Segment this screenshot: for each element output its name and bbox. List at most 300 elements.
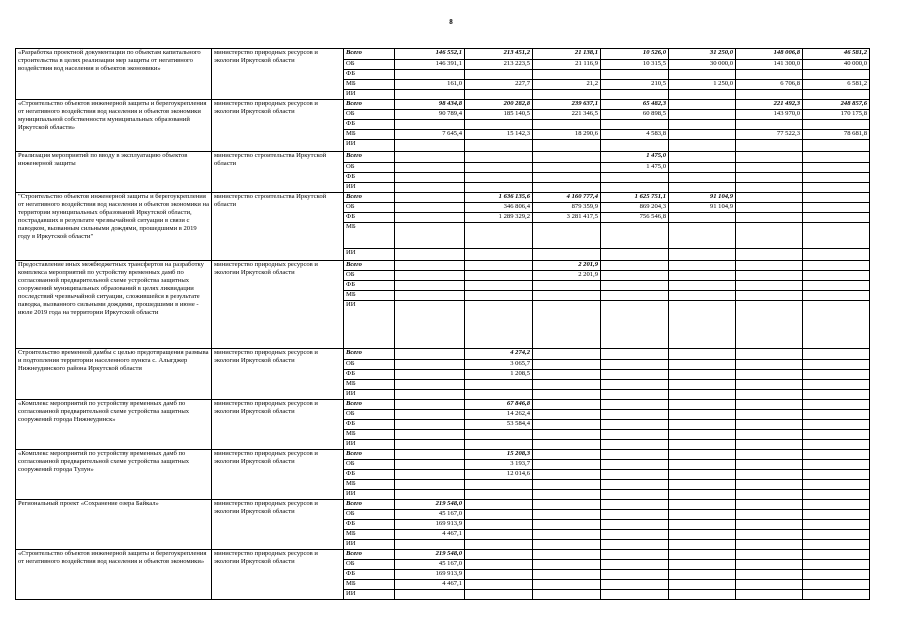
- amount-cell: [533, 440, 601, 450]
- amount-cell: [803, 152, 870, 163]
- amount-cell: 10 315,5: [601, 60, 669, 70]
- amount-cell: [465, 550, 533, 560]
- amount-cell: 65 482,3: [601, 100, 669, 110]
- amount-cell: [736, 440, 803, 450]
- amount-cell: [669, 213, 736, 223]
- amount-cell: [601, 271, 669, 281]
- amount-cell: 213 223,5: [465, 60, 533, 70]
- amount-cell: [803, 223, 870, 249]
- amount-cell: [533, 550, 601, 560]
- amount-cell: 15 142,3: [465, 130, 533, 140]
- amount-cell: [533, 410, 601, 420]
- amount-cell: [533, 140, 601, 152]
- amount-cell: [736, 281, 803, 291]
- amount-cell: [736, 349, 803, 360]
- amount-cell: [736, 470, 803, 480]
- amount-cell: [395, 70, 465, 80]
- amount-cell: 4 583,8: [601, 130, 669, 140]
- amount-cell: [803, 163, 870, 173]
- funding-source: ОБ: [344, 460, 395, 470]
- amount-cell: [669, 390, 736, 400]
- amount-cell: [803, 301, 870, 349]
- amount-cell: [669, 349, 736, 360]
- amount-cell: [465, 271, 533, 281]
- responsible-executor: министерство природных ресурсов и экологии Иркутской области: [212, 500, 344, 550]
- amount-cell: [465, 90, 533, 100]
- amount-cell: [601, 410, 669, 420]
- amount-cell: 21,2: [533, 80, 601, 90]
- amount-cell: 60 898,5: [601, 110, 669, 120]
- amount-cell: [669, 430, 736, 440]
- amount-cell: 10 526,0: [601, 49, 669, 60]
- amount-cell: [533, 560, 601, 570]
- amount-cell: [533, 500, 601, 510]
- amount-cell: [669, 261, 736, 271]
- funding-source: ФБ: [344, 470, 395, 480]
- amount-cell: [601, 140, 669, 152]
- amount-cell: [669, 301, 736, 349]
- amount-cell: 46 581,2: [803, 49, 870, 60]
- amount-cell: [803, 580, 870, 590]
- amount-cell: [601, 430, 669, 440]
- funding-source: ИИ: [344, 590, 395, 600]
- responsible-executor: министерство природных ресурсов и экологии Иркутской области: [212, 261, 344, 349]
- funding-source: ОБ: [344, 271, 395, 281]
- table-row: [16, 500, 870, 510]
- amount-cell: 1 475,0: [601, 163, 669, 173]
- amount-cell: [601, 420, 669, 430]
- amount-cell: 40 000,0: [803, 60, 870, 70]
- amount-cell: [803, 490, 870, 500]
- amount-cell: 3 065,7: [465, 360, 533, 370]
- amount-cell: [736, 550, 803, 560]
- amount-cell: [395, 420, 465, 430]
- amount-cell: 45 167,0: [395, 510, 465, 520]
- amount-cell: [803, 120, 870, 130]
- amount-cell: [395, 183, 465, 193]
- funding-source: ИИ: [344, 301, 395, 349]
- amount-cell: [669, 120, 736, 130]
- amount-cell: [465, 173, 533, 183]
- amount-cell: [601, 281, 669, 291]
- amount-cell: [465, 301, 533, 349]
- amount-cell: 146 391,1: [395, 60, 465, 70]
- responsible-executor: министерство природных ресурсов и экологии Иркутской области: [212, 550, 344, 600]
- amount-cell: 227,7: [465, 80, 533, 90]
- amount-cell: [395, 540, 465, 550]
- amount-cell: [533, 470, 601, 480]
- amount-cell: [736, 430, 803, 440]
- amount-cell: 169 913,9: [395, 570, 465, 580]
- amount-cell: [465, 281, 533, 291]
- amount-cell: [669, 500, 736, 510]
- amount-cell: [533, 349, 601, 360]
- table-row: [16, 450, 870, 460]
- amount-cell: [465, 163, 533, 173]
- funding-source: ФБ: [344, 120, 395, 130]
- amount-cell: [533, 590, 601, 600]
- funding-source: Всего: [344, 550, 395, 560]
- amount-cell: [465, 390, 533, 400]
- funding-source: ОБ: [344, 203, 395, 213]
- funding-source: ФБ: [344, 70, 395, 80]
- funding-source: МБ: [344, 430, 395, 440]
- amount-cell: [395, 349, 465, 360]
- amount-cell: [601, 580, 669, 590]
- amount-cell: [465, 560, 533, 570]
- amount-cell: [736, 540, 803, 550]
- amount-cell: [669, 470, 736, 480]
- responsible-executor: министерство строительства Иркутской области: [212, 193, 344, 261]
- funding-source: МБ: [344, 130, 395, 140]
- amount-cell: [465, 140, 533, 152]
- amount-cell: [669, 580, 736, 590]
- amount-cell: [803, 450, 870, 460]
- amount-cell: [669, 400, 736, 410]
- amount-cell: [669, 249, 736, 261]
- amount-cell: [669, 110, 736, 120]
- amount-cell: [736, 120, 803, 130]
- amount-cell: 1 208,5: [465, 370, 533, 380]
- amount-cell: 6 581,2: [803, 80, 870, 90]
- amount-cell: [395, 203, 465, 213]
- amount-cell: [601, 490, 669, 500]
- amount-cell: 91 104,9: [669, 193, 736, 203]
- amount-cell: 2 201,9: [533, 271, 601, 281]
- amount-cell: [736, 390, 803, 400]
- amount-cell: [669, 183, 736, 193]
- amount-cell: [395, 271, 465, 281]
- amount-cell: [601, 460, 669, 470]
- amount-cell: [601, 550, 669, 560]
- amount-cell: [533, 281, 601, 291]
- amount-cell: [465, 430, 533, 440]
- amount-cell: [803, 520, 870, 530]
- amount-cell: [736, 163, 803, 173]
- amount-cell: [533, 480, 601, 490]
- amount-cell: [803, 420, 870, 430]
- amount-cell: [533, 490, 601, 500]
- amount-cell: [465, 500, 533, 510]
- amount-cell: [803, 470, 870, 480]
- amount-cell: [736, 90, 803, 100]
- amount-cell: 3 281 417,5: [533, 213, 601, 223]
- amount-cell: [669, 480, 736, 490]
- funding-source: ИИ: [344, 249, 395, 261]
- amount-cell: [395, 360, 465, 370]
- amount-cell: [669, 360, 736, 370]
- responsible-executor: министерство природных ресурсов и экологии Иркутской области: [212, 100, 344, 152]
- amount-cell: 7 645,4: [395, 130, 465, 140]
- amount-cell: [395, 90, 465, 100]
- funding-source: ОБ: [344, 60, 395, 70]
- amount-cell: [533, 152, 601, 163]
- amount-cell: [601, 440, 669, 450]
- amount-cell: [395, 163, 465, 173]
- amount-cell: [803, 560, 870, 570]
- amount-cell: [601, 173, 669, 183]
- measure-description: «Разработка проектной документации по объектам капитального строительства в целях реализации мер защиты от негативного воздействия вод населения и объектов экономики»: [16, 49, 212, 100]
- funding-source: ФБ: [344, 213, 395, 223]
- amount-cell: 4 160 777,4: [533, 193, 601, 203]
- amount-cell: [533, 173, 601, 183]
- amount-cell: 248 857,6: [803, 100, 870, 110]
- budget-table: [15, 48, 870, 600]
- amount-cell: [601, 291, 669, 301]
- amount-cell: [395, 490, 465, 500]
- amount-cell: [669, 140, 736, 152]
- funding-source: Всего: [344, 450, 395, 460]
- amount-cell: [395, 152, 465, 163]
- amount-cell: [736, 152, 803, 163]
- measure-description: «Комплекс мероприятий по устройству временных дамб по согласованной предварительной схеме устройства защитных сооружений города Нижнеудинск»: [16, 400, 212, 450]
- table-row: [16, 261, 870, 271]
- amount-cell: 12 014,6: [465, 470, 533, 480]
- funding-source: ФБ: [344, 173, 395, 183]
- amount-cell: [601, 120, 669, 130]
- amount-cell: [803, 590, 870, 600]
- amount-cell: 4 274,2: [465, 349, 533, 360]
- amount-cell: [669, 70, 736, 80]
- amount-cell: [803, 390, 870, 400]
- funding-source: ИИ: [344, 140, 395, 152]
- amount-cell: [803, 90, 870, 100]
- amount-cell: [736, 580, 803, 590]
- amount-cell: [803, 400, 870, 410]
- amount-cell: [395, 291, 465, 301]
- amount-cell: 90 789,4: [395, 110, 465, 120]
- measure-description: Реализация мероприятий по вводу в эксплуатацию объектов инженерной защиты: [16, 152, 212, 193]
- amount-cell: [465, 152, 533, 163]
- funding-source: Всего: [344, 500, 395, 510]
- amount-cell: 30 000,0: [669, 60, 736, 70]
- measure-description: Предоставление иных межбюджетных трансфертов на разработку комплекса мероприятий по устройству временных дамб по согласованной предварительной схеме устройства защитных сооружений муниципальных образований в целях ликвидации последствий чрезвычайной ситуации, сложившейся в результате паводка, вызванного сильными дождями, прошедшими в июне - июле 2019 года на территории Иркутской области: [16, 261, 212, 349]
- amount-cell: [533, 380, 601, 390]
- funding-source: Всего: [344, 261, 395, 271]
- amount-cell: [465, 510, 533, 520]
- amount-cell: [465, 223, 533, 249]
- amount-cell: 98 434,8: [395, 100, 465, 110]
- amount-cell: [669, 510, 736, 520]
- amount-cell: [465, 70, 533, 80]
- amount-cell: [465, 440, 533, 450]
- amount-cell: [669, 130, 736, 140]
- amount-cell: [533, 90, 601, 100]
- amount-cell: [669, 540, 736, 550]
- amount-cell: [669, 163, 736, 173]
- amount-cell: [395, 281, 465, 291]
- amount-cell: [601, 183, 669, 193]
- amount-cell: [803, 510, 870, 520]
- amount-cell: 879 359,9: [533, 203, 601, 213]
- amount-cell: [736, 460, 803, 470]
- amount-cell: [736, 140, 803, 152]
- amount-cell: [601, 500, 669, 510]
- amount-cell: 170 175,8: [803, 110, 870, 120]
- amount-cell: [601, 301, 669, 349]
- funding-source: ФБ: [344, 570, 395, 580]
- amount-cell: [803, 281, 870, 291]
- amount-cell: 18 290,6: [533, 130, 601, 140]
- amount-cell: [736, 291, 803, 301]
- amount-cell: [803, 570, 870, 580]
- amount-cell: [736, 450, 803, 460]
- amount-cell: [533, 520, 601, 530]
- amount-cell: [533, 301, 601, 349]
- amount-cell: [601, 390, 669, 400]
- funding-source: ОБ: [344, 560, 395, 570]
- amount-cell: 21 116,9: [533, 60, 601, 70]
- amount-cell: 869 204,3: [601, 203, 669, 213]
- table-row: [16, 152, 870, 163]
- amount-cell: 45 167,0: [395, 560, 465, 570]
- amount-cell: 3 193,7: [465, 460, 533, 470]
- amount-cell: [803, 173, 870, 183]
- amount-cell: [669, 490, 736, 500]
- funding-source: Всего: [344, 400, 395, 410]
- amount-cell: [803, 480, 870, 490]
- amount-cell: [736, 420, 803, 430]
- amount-cell: [601, 530, 669, 540]
- amount-cell: [669, 380, 736, 390]
- amount-cell: [669, 410, 736, 420]
- amount-cell: [803, 500, 870, 510]
- funding-source: ИИ: [344, 390, 395, 400]
- amount-cell: [669, 223, 736, 249]
- amount-cell: [803, 261, 870, 271]
- amount-cell: 4 467,1: [395, 530, 465, 540]
- funding-source: ИИ: [344, 440, 395, 450]
- amount-cell: 77 522,3: [736, 130, 803, 140]
- amount-cell: [803, 540, 870, 550]
- amount-cell: 2 201,9: [533, 261, 601, 271]
- amount-cell: 14 262,4: [465, 410, 533, 420]
- amount-cell: [465, 490, 533, 500]
- amount-cell: [465, 530, 533, 540]
- amount-cell: [465, 380, 533, 390]
- amount-cell: [669, 560, 736, 570]
- funding-source: Всего: [344, 349, 395, 360]
- amount-cell: 31 250,0: [669, 49, 736, 60]
- amount-cell: [533, 430, 601, 440]
- amount-cell: [465, 570, 533, 580]
- responsible-executor: министерство природных ресурсов и экологии Иркутской области: [212, 349, 344, 400]
- funding-source: ОБ: [344, 163, 395, 173]
- funding-source: ОБ: [344, 410, 395, 420]
- responsible-executor: министерство строительства Иркутской области: [212, 152, 344, 193]
- amount-cell: [533, 530, 601, 540]
- amount-cell: [465, 520, 533, 530]
- amount-cell: [395, 390, 465, 400]
- amount-cell: [533, 291, 601, 301]
- amount-cell: 1 289 329,2: [465, 213, 533, 223]
- amount-cell: [395, 213, 465, 223]
- funding-source: ФБ: [344, 520, 395, 530]
- amount-cell: [736, 370, 803, 380]
- amount-cell: [669, 590, 736, 600]
- page-number: 8: [449, 18, 453, 26]
- amount-cell: 161,0: [395, 80, 465, 90]
- amount-cell: [736, 70, 803, 80]
- amount-cell: [803, 291, 870, 301]
- amount-cell: [736, 530, 803, 540]
- amount-cell: [736, 301, 803, 349]
- funding-source: Всего: [344, 100, 395, 110]
- amount-cell: [736, 249, 803, 261]
- amount-cell: [669, 271, 736, 281]
- amount-cell: [736, 520, 803, 530]
- amount-cell: [803, 70, 870, 80]
- amount-cell: [395, 249, 465, 261]
- amount-cell: [601, 510, 669, 520]
- amount-cell: [803, 349, 870, 360]
- amount-cell: [533, 450, 601, 460]
- amount-cell: [465, 291, 533, 301]
- amount-cell: [601, 590, 669, 600]
- amount-cell: 15 208,3: [465, 450, 533, 460]
- amount-cell: [395, 410, 465, 420]
- amount-cell: [803, 380, 870, 390]
- measure-description: «Комплекс мероприятий по устройству временных дамб по согласованной предварительной схеме устройства защитных сооружений города Тулун»: [16, 450, 212, 500]
- amount-cell: [533, 390, 601, 400]
- amount-cell: 53 584,4: [465, 420, 533, 430]
- amount-cell: [803, 203, 870, 213]
- amount-cell: [803, 530, 870, 540]
- amount-cell: [736, 261, 803, 271]
- amount-cell: [533, 370, 601, 380]
- measure-description: Строительство временной дамбы с целью предотвращения размыва и подтопления территории населенного пункта с. Алыгджер Нижнеудинского района Иркутской области: [16, 349, 212, 400]
- funding-source: ИИ: [344, 490, 395, 500]
- amount-cell: 185 140,5: [465, 110, 533, 120]
- amount-cell: [465, 480, 533, 490]
- amount-cell: 169 913,9: [395, 520, 465, 530]
- funding-source: ОБ: [344, 510, 395, 520]
- amount-cell: 1 475,0: [601, 152, 669, 163]
- amount-cell: [533, 223, 601, 249]
- amount-cell: 91 104,9: [669, 203, 736, 213]
- amount-cell: [669, 460, 736, 470]
- amount-cell: 143 970,0: [736, 110, 803, 120]
- amount-cell: [803, 430, 870, 440]
- amount-cell: [395, 460, 465, 470]
- amount-cell: [533, 420, 601, 430]
- amount-cell: 141 300,0: [736, 60, 803, 70]
- amount-cell: [736, 271, 803, 281]
- measure-description: Региональный проект «Сохранение озера Байкал»: [16, 500, 212, 550]
- funding-source: ОБ: [344, 110, 395, 120]
- funding-source: МБ: [344, 291, 395, 301]
- amount-cell: 239 637,1: [533, 100, 601, 110]
- funding-source: МБ: [344, 223, 395, 249]
- measure-description: «Строительство объектов инженерной защиты и берегоукрепления от негативного воздействия вод населения и объектов экономики»: [16, 550, 212, 600]
- amount-cell: [601, 570, 669, 580]
- amount-cell: 210,5: [601, 80, 669, 90]
- amount-cell: [395, 380, 465, 390]
- amount-cell: [601, 470, 669, 480]
- amount-cell: [736, 560, 803, 570]
- amount-cell: [533, 540, 601, 550]
- amount-cell: [803, 271, 870, 281]
- amount-cell: [736, 193, 803, 203]
- amount-cell: [736, 173, 803, 183]
- measure-description: "Строительство объектов инженерной защиты и берегоукрепления от негативного воздействия вод населения и объектов экономики на территории муниципальных образований Иркутской области, пострадавших в результате чрезвычайной ситуации в связи с паводком, вызванным сильными дождями, прошедшими в 2019 году в Иркутской области": [16, 193, 212, 261]
- amount-cell: [533, 510, 601, 520]
- amount-cell: [669, 520, 736, 530]
- amount-cell: 148 006,8: [736, 49, 803, 60]
- amount-cell: [533, 120, 601, 130]
- amount-cell: [395, 193, 465, 203]
- amount-cell: [395, 301, 465, 349]
